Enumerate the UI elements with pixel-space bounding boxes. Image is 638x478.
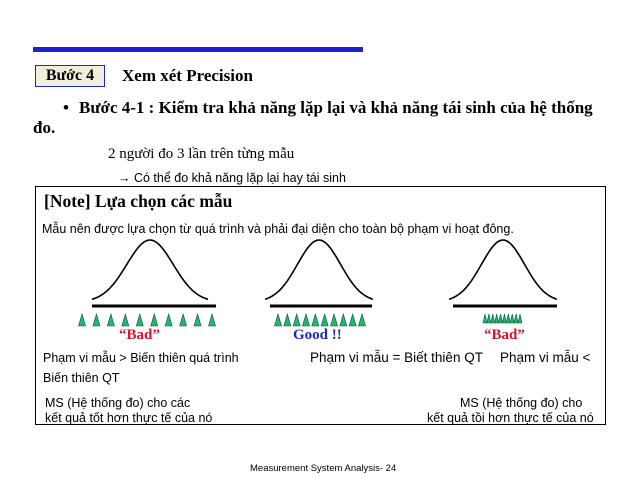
sample-triangle-icon (499, 314, 503, 323)
conclusion-left-line2: kết quả tốt hơn thực tế của nó (45, 411, 213, 425)
conclusion-left-line1: MS (Hệ thống đo) cho các (45, 396, 191, 410)
conclusion-right-line2: kết quả tồi hơn thực tế của nó (427, 411, 594, 425)
figure-label-bad-left: “Bad” (119, 327, 160, 343)
sample-triangle-icon (483, 314, 487, 323)
sub-line-operators: 2 người đo 3 lần trên từng mẫu (108, 146, 295, 162)
bell-curve-matched (265, 240, 373, 299)
sample-triangle-icon (107, 314, 114, 326)
caption-left-continued: Biến thiên QT (43, 371, 120, 385)
footer: Measurement System Analysis- 24 (250, 463, 397, 474)
sample-triangle-icon (284, 314, 291, 326)
sample-triangle-icon (349, 314, 356, 326)
sample-triangle-icon (491, 314, 495, 323)
sample-triangle-icon (165, 314, 172, 326)
sample-triangle-icon (180, 314, 187, 326)
note-description: Mẫu nên được lựa chọn từ quá trình và phải đại diện cho toàn bộ phạm vi hoạt đông. (42, 222, 514, 236)
figure-label-bad-right: “Bad” (484, 327, 525, 343)
sample-triangle-icon (487, 314, 491, 323)
figure-label-good: Good !! (293, 327, 342, 343)
caption-left: Phạm vi mẫu > Biến thiên quá trình (43, 351, 239, 365)
sample-triangle-icon (340, 314, 347, 326)
sample-triangle-icon (151, 314, 158, 326)
sample-triangle-icon (79, 314, 86, 326)
sample-triangle-icon (293, 314, 300, 326)
sample-triangle-icon (518, 314, 522, 323)
note-title: [Note] Lựa chọn các mẫu (44, 191, 233, 211)
sample-triangle-icon (502, 314, 506, 323)
sample-triangle-icon (510, 314, 514, 323)
sample-triangle-icon (321, 314, 328, 326)
sample-triangle-icon (136, 314, 143, 326)
sample-triangle-icon (303, 314, 310, 326)
sample-triangle-icon (275, 314, 282, 326)
step-title: Xem xét Precision (122, 66, 253, 85)
step-badge: Bước 4 (35, 65, 105, 87)
bell-curve-narrow (449, 240, 557, 299)
conclusion-right-line1: MS (Hệ thống đo) cho (460, 396, 583, 410)
caption-right: Phạm vi mẫu < (500, 350, 591, 365)
sample-triangle-icon (122, 314, 129, 326)
sample-triangle-icon (359, 314, 366, 326)
sample-triangle-icon (514, 314, 518, 323)
sample-triangle-icon (312, 314, 319, 326)
sample-triangle-icon (194, 314, 201, 326)
sample-triangle-icon (93, 314, 100, 326)
sample-triangle-icon (506, 314, 510, 323)
sample-triangle-icon (209, 314, 216, 326)
caption-middle: Phạm vi mẫu = Biết thiên QT (310, 350, 483, 365)
bullet-heading-text: Bước 4-1 : Kiểm tra khả năng lặp lại và khả năng tái sinh của hệ thống đo. (33, 98, 593, 137)
sample-triangle-icon (331, 314, 338, 326)
bell-curve-wide (92, 240, 208, 299)
sub-line-arrow-note: → Có thể đo khả năng lặp lại hay tái sinh (118, 171, 346, 185)
sample-triangle-icon (495, 314, 499, 323)
bullet-icon: • (63, 98, 69, 117)
